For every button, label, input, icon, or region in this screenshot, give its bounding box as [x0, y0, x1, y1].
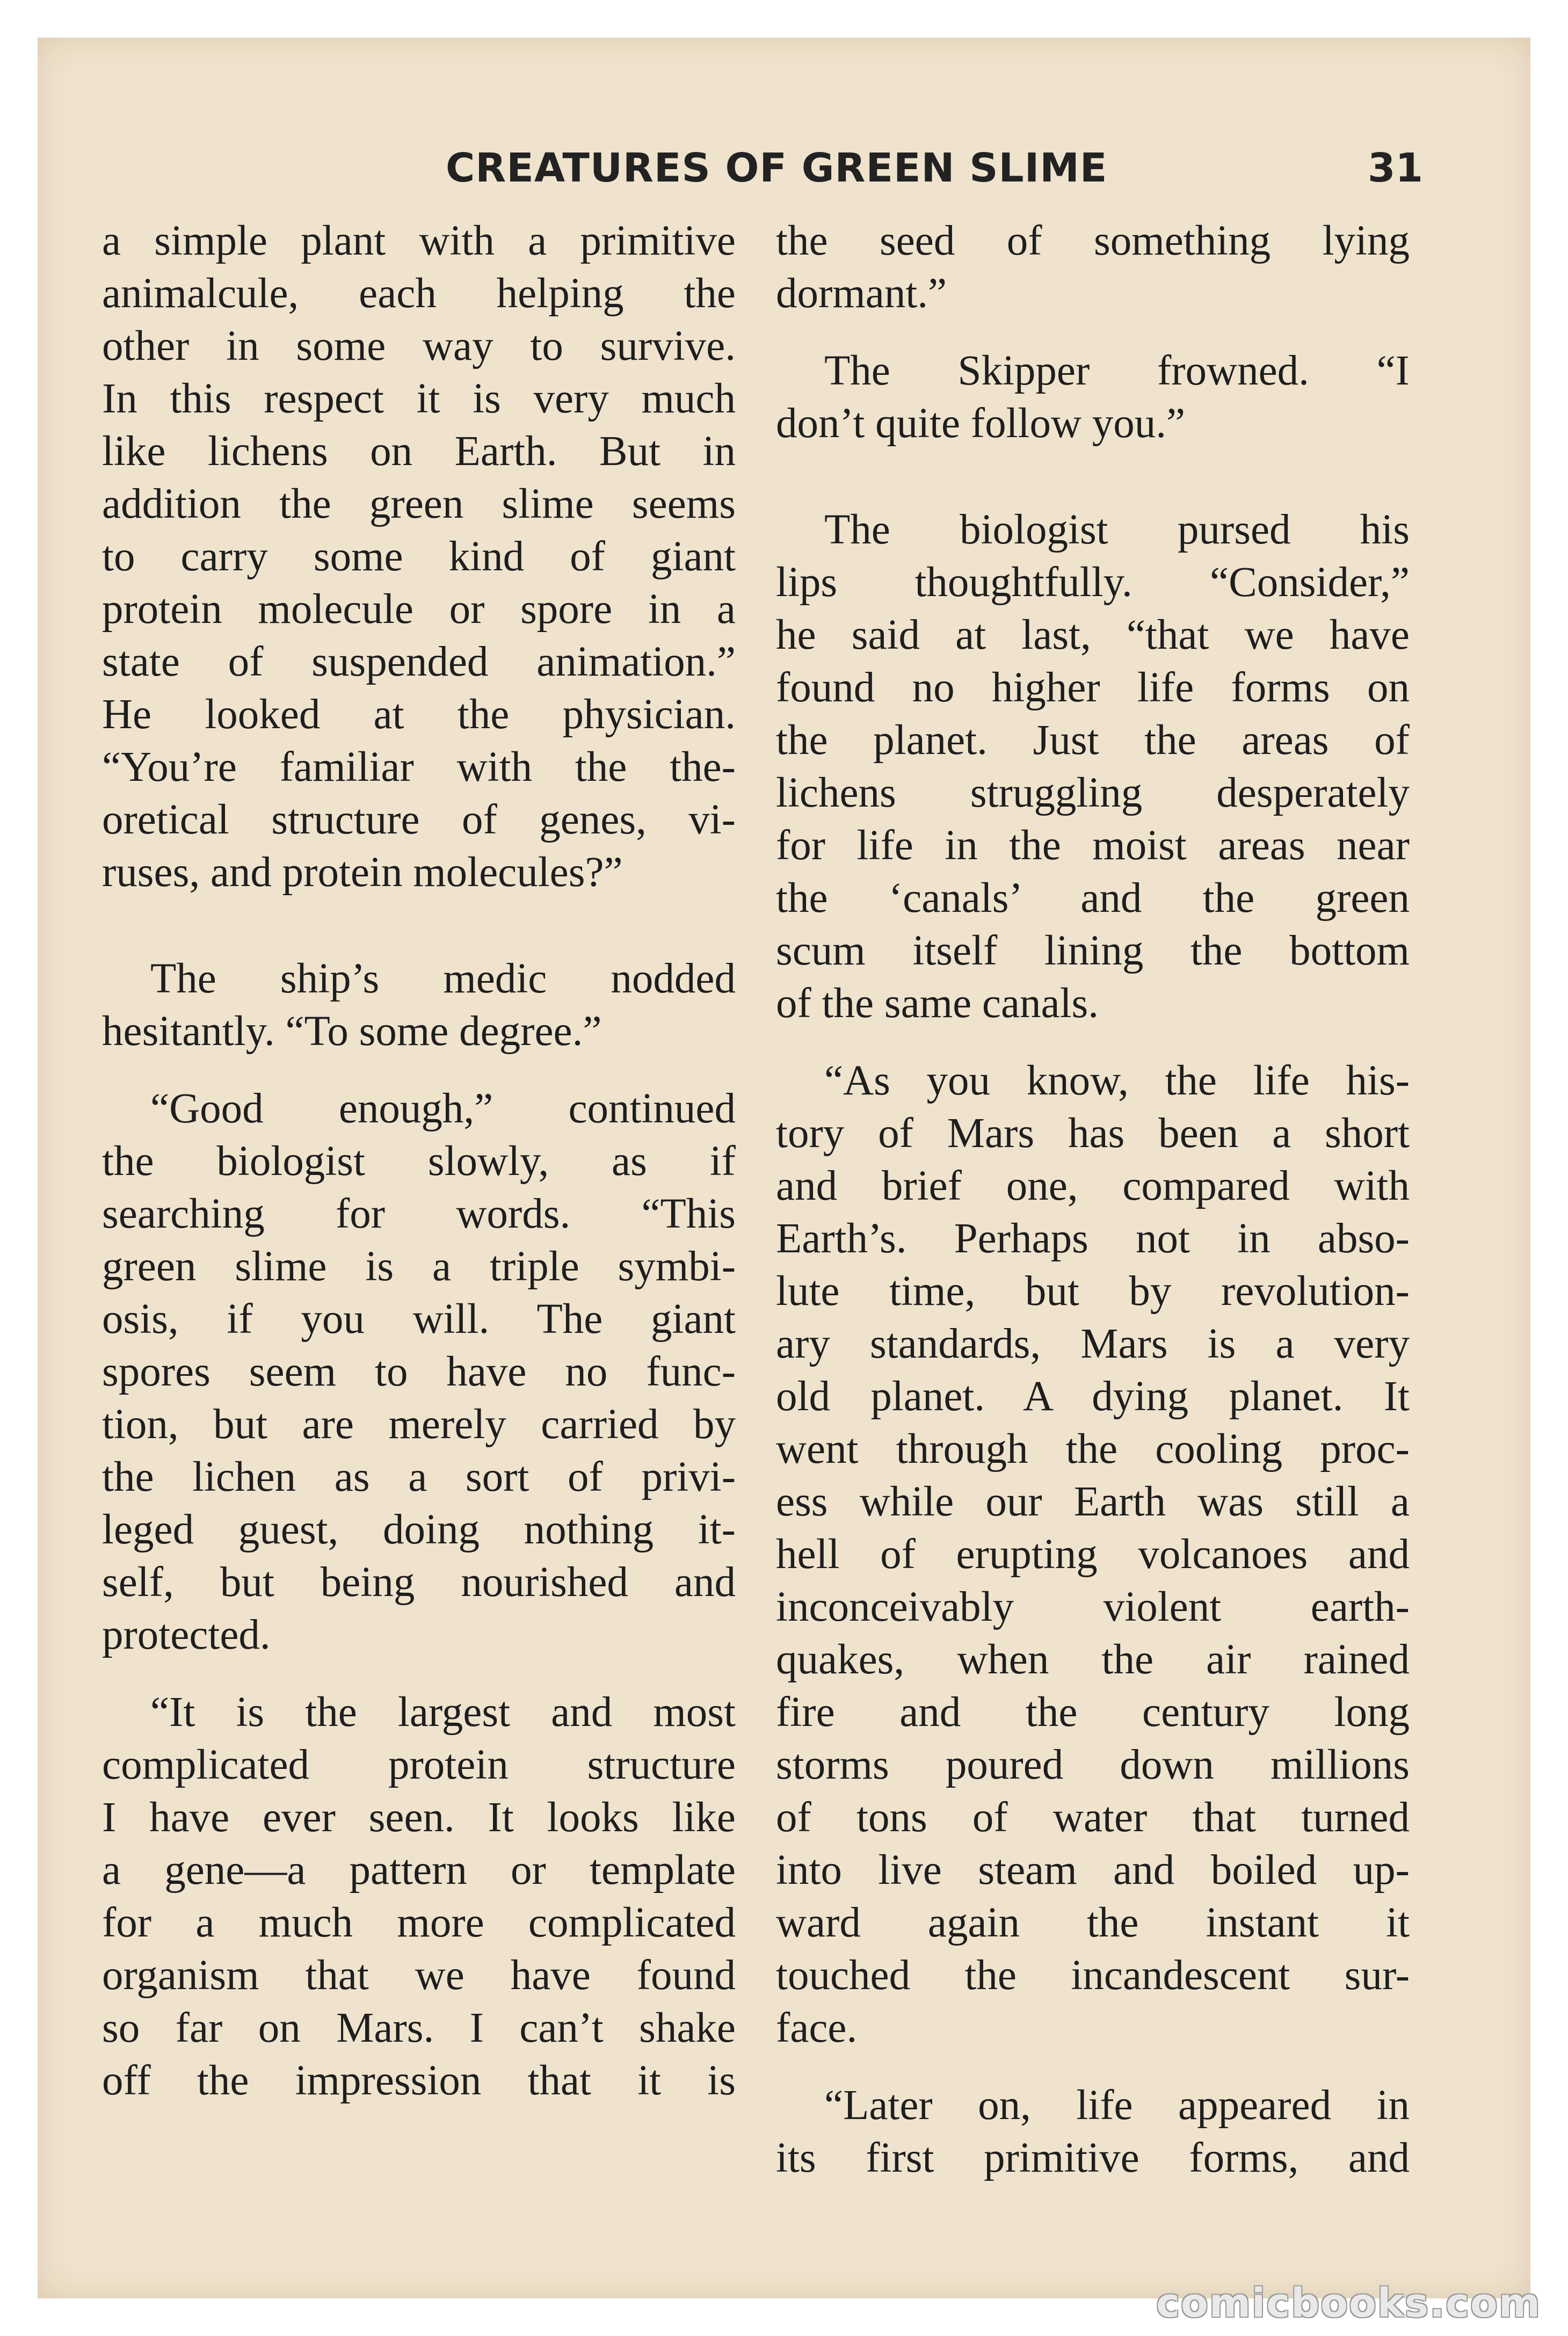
text-line: ruses, and protein molecules?” [102, 849, 623, 896]
paragraph [776, 215, 1410, 320]
text-line: lute time, but by revolution- [776, 1268, 1410, 1315]
book-page [38, 38, 1530, 2298]
text-line: for a much more complicated [102, 1899, 736, 1946]
text-line: leged guest, doing nothing it- [102, 1506, 736, 1553]
text-line: lips thoughtfully. “Consider,” [776, 559, 1410, 606]
text-line: off the impression that it is [102, 2057, 736, 2104]
site-watermark: comicbooks.com [1156, 2280, 1541, 2326]
text-line: for life in the moist areas near [776, 822, 1410, 869]
text-line: hesitantly. “To some degree.” [102, 1008, 602, 1055]
text-line: of tons of water that turned [776, 1794, 1410, 1841]
paragraph [776, 1055, 1410, 2055]
text-line: face. [776, 2005, 858, 2051]
text-line: “Later on, life appeared in [824, 2082, 1410, 2129]
paragraph-gap [102, 899, 736, 953]
text-line: The Skipper frowned. “I [824, 347, 1410, 394]
text-line: “You’re familiar with the the- [102, 744, 736, 790]
text-line: In this respect it is very much [102, 375, 736, 422]
paragraph-gap [102, 1662, 736, 1686]
text-line: The ship’s medic nodded [150, 955, 736, 1002]
text-line: fire and the century long [776, 1689, 1410, 1736]
paragraph [102, 1083, 736, 1662]
paragraph [102, 953, 736, 1058]
text-line: and brief one, compared with [776, 1163, 1410, 1209]
paragraph-gap [776, 1030, 1410, 1055]
text-line: tory of Mars has been a short [776, 1110, 1410, 1157]
text-line: to carry some kind of giant [102, 533, 736, 580]
text-line: its first primitive forms, and [776, 2135, 1410, 2181]
text-line: storms poured down millions [776, 1742, 1410, 1788]
text-line: lichens struggling desperately [776, 770, 1410, 816]
text-line: tion, but are merely carried by [102, 1401, 736, 1448]
paragraph [776, 504, 1410, 1030]
paragraph [776, 2079, 1410, 2185]
right-column [776, 215, 1410, 2185]
text-line: protein molecule or spore in a [102, 586, 736, 633]
paragraph [102, 215, 736, 899]
text-line: the biologist slowly, as if [102, 1138, 736, 1185]
paragraph-gap [776, 320, 1410, 345]
text-line: “Good enough,” continued [150, 1085, 736, 1132]
text-line: The biologist pursed his [824, 506, 1410, 553]
text-line: “As you know, the life his- [824, 1057, 1410, 1104]
text-line: organism that we have found [102, 1952, 736, 1999]
text-line: “It is the largest and most [150, 1689, 736, 1736]
text-line: the planet. Just the areas of [776, 717, 1410, 764]
text-line: the lichen as a sort of privi- [102, 1454, 736, 1500]
text-line: so far on Mars. I can’t shake [102, 2005, 736, 2051]
text-line: the seed of something lying [776, 217, 1410, 264]
paragraph [776, 345, 1410, 450]
page-number: 31 [1368, 145, 1423, 191]
text-line: He looked at the physician. [102, 691, 736, 738]
left-column [102, 215, 736, 2107]
text-line: dormant.” [776, 270, 947, 317]
text-line: searching for words. “This [102, 1191, 736, 1237]
running-title: CREATURES OF GREEN SLIME [446, 145, 1108, 191]
text-line: went through the cooling proc- [776, 1426, 1410, 1472]
text-line: ward again the instant it [776, 1899, 1410, 1946]
text-line: a gene—a pattern or template [102, 1847, 736, 1894]
text-line: he said at last, “that we have [776, 612, 1410, 658]
text-line: don’t quite follow you.” [776, 400, 1186, 447]
text-line: of the same canals. [776, 980, 1099, 1027]
text-line: oretical structure of genes, vi- [102, 796, 736, 843]
text-line: protected. [102, 1612, 271, 1658]
text-line: osis, if you will. The giant [102, 1296, 736, 1343]
text-line: animalcule, each helping the [102, 270, 736, 317]
text-line: touched the incandescent sur- [776, 1952, 1410, 1999]
text-line: scum itself lining the bottom [776, 927, 1410, 974]
paragraph-gap [102, 1058, 736, 1083]
text-line: inconceivably violent earth- [776, 1584, 1410, 1630]
text-line: quakes, when the air rained [776, 1636, 1410, 1683]
text-line: hell of erupting volcanoes and [776, 1531, 1410, 1578]
text-line: green slime is a triple symbi- [102, 1243, 736, 1290]
text-line: complicated protein structure [102, 1742, 736, 1788]
text-line: like lichens on Earth. But in [102, 428, 736, 475]
paragraph-gap [776, 450, 1410, 504]
paragraph [102, 1686, 736, 2107]
text-line: Earth’s. Perhaps not in abso- [776, 1215, 1410, 1262]
text-line: self, but being nourished and [102, 1559, 736, 1606]
page-header [38, 145, 1530, 204]
text-line: spores seem to have no func- [102, 1348, 736, 1395]
text-line: old planet. A dying planet. It [776, 1373, 1410, 1420]
text-line: other in some way to survive. [102, 323, 736, 369]
text-line: a simple plant with a primitive [102, 217, 736, 264]
text-line: state of suspended animation.” [102, 639, 736, 685]
text-line: addition the green slime seems [102, 481, 736, 527]
text-line: ary standards, Mars is a very [776, 1321, 1410, 1367]
text-line: ess while our Earth was still a [776, 1478, 1410, 1525]
text-line: the ‘canals’ and the green [776, 875, 1410, 922]
text-line: found no higher life forms on [776, 664, 1410, 711]
text-line: into live steam and boiled up- [776, 1847, 1410, 1894]
text-line: I have ever seen. It looks like [102, 1794, 736, 1841]
paragraph-gap [776, 2055, 1410, 2079]
